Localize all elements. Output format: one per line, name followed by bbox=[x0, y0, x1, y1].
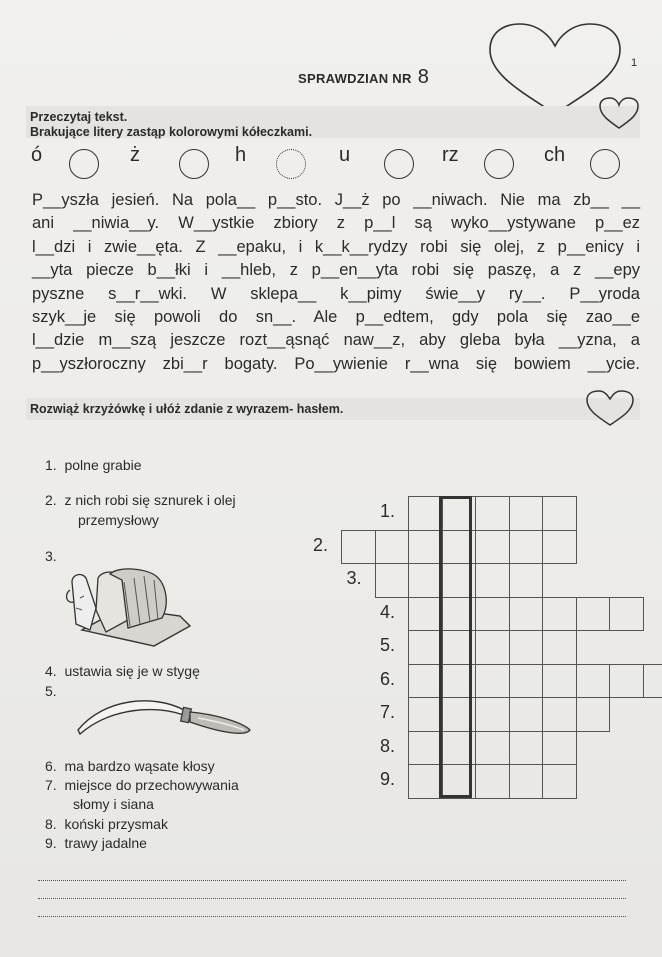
crossword-cell[interactable] bbox=[542, 597, 577, 632]
crossword-answer-column bbox=[439, 496, 472, 798]
color-circle-rz bbox=[484, 149, 514, 179]
text-line: szyk__je się powoli do sn__. Ale p__edtem, gdy pola się zao__e bbox=[32, 307, 640, 326]
color-circle-u bbox=[384, 149, 414, 179]
crossword-number: 9. bbox=[380, 769, 396, 789]
crossword-number: 6. bbox=[380, 668, 396, 689]
crossword-cell[interactable] bbox=[375, 563, 410, 598]
title-text: SPRAWDZIAN NR bbox=[298, 71, 412, 86]
letter-ch: ch bbox=[544, 144, 566, 166]
crossword-number: 1. bbox=[380, 501, 396, 521]
clue-2-cont: przemysłowy bbox=[78, 512, 159, 528]
page-title bbox=[298, 66, 429, 89]
crossword-cell[interactable] bbox=[542, 630, 577, 665]
color-circle-o bbox=[69, 149, 99, 179]
instruction-replace: Brakujące litery zastąp kolorowymi kółeczkami. bbox=[30, 125, 313, 139]
text-line: p__yszłoroczny zbi__r bogaty. Po__ywienie r__wna się bowiem __ycie. bbox=[32, 354, 640, 373]
clue-6: 6. ma bardzo wąsate kłosy bbox=[45, 758, 215, 774]
crossword-cell[interactable] bbox=[475, 530, 510, 565]
crossword-number: 4. bbox=[380, 601, 396, 622]
text-line: P__yszła jesień. Na pola__ p__sto. J__ż po __niwach. Nie ma zb__ __ bbox=[32, 191, 640, 209]
crossword-cell[interactable] bbox=[643, 664, 662, 699]
crossword-cell[interactable] bbox=[509, 530, 544, 565]
bread-icon bbox=[62, 568, 192, 648]
crossword-cell[interactable] bbox=[475, 597, 510, 632]
page-number: 1 bbox=[631, 57, 638, 69]
crossword-cell[interactable] bbox=[542, 697, 577, 732]
crossword-cell[interactable] bbox=[609, 597, 644, 632]
crossword-cell[interactable] bbox=[542, 764, 577, 799]
crossword-cell[interactable] bbox=[475, 731, 510, 766]
text-line: l__dzi i zwie__ęta. Z __epaku, i k__k__rydzy robi się olej, z p__enicy i bbox=[32, 237, 640, 256]
letter-h: h bbox=[235, 144, 247, 166]
crossword-cell[interactable] bbox=[576, 664, 611, 699]
heart-icon bbox=[584, 388, 636, 428]
crossword-cell[interactable] bbox=[408, 664, 443, 699]
crossword-cell[interactable] bbox=[475, 496, 510, 531]
fill-in-text bbox=[32, 189, 640, 376]
clue-4: 4. ustawia się je w stygę bbox=[45, 663, 200, 679]
answer-line[interactable] bbox=[38, 916, 626, 917]
crossword-cell[interactable] bbox=[576, 597, 611, 632]
title-number: 8 bbox=[417, 66, 430, 88]
instruction-read: Przeczytaj tekst. bbox=[30, 110, 128, 124]
text-line: __yta piecze b__łki i __hleb, z p__en__yta robi się paszę, a z __epy bbox=[32, 261, 640, 280]
text-line: l__dzie m__szą jeszcze rozt__ąsnąć naw__z, aby gleba była __yzna, a bbox=[32, 331, 640, 350]
color-circle-ch bbox=[590, 149, 620, 179]
crossword-cell[interactable] bbox=[408, 563, 443, 598]
answer-line[interactable] bbox=[38, 898, 626, 899]
crossword-number: 5. bbox=[380, 635, 396, 655]
crossword-cell[interactable] bbox=[475, 630, 510, 665]
clue-7-cont: słomy i siana bbox=[73, 796, 154, 812]
clue-1: 1. polne grabie bbox=[45, 457, 142, 473]
sickle-icon bbox=[74, 692, 254, 742]
crossword-cell[interactable] bbox=[542, 530, 577, 565]
color-circle-z bbox=[179, 149, 209, 179]
crossword-cell[interactable] bbox=[509, 664, 544, 699]
crossword-cell[interactable] bbox=[375, 530, 410, 565]
crossword-cell[interactable] bbox=[509, 697, 544, 732]
instruction-crossword: Rozwiąż krzyżówkę i ułóż zdanie z wyrazem- hasłem. bbox=[30, 402, 344, 416]
crossword-cell[interactable] bbox=[542, 496, 577, 531]
clue-5: 5. bbox=[45, 683, 57, 699]
crossword-number: 8. bbox=[380, 735, 396, 756]
crossword-cell[interactable] bbox=[408, 630, 443, 665]
clue-8: 8. koński przysmak bbox=[45, 816, 168, 832]
crossword-cell[interactable] bbox=[509, 496, 544, 531]
crossword-cell[interactable] bbox=[509, 597, 544, 632]
crossword-cell[interactable] bbox=[509, 764, 544, 799]
clue-9: 9. trawy jadalne bbox=[45, 835, 147, 851]
crossword-cell[interactable] bbox=[576, 697, 611, 732]
crossword-number: 7. bbox=[380, 702, 396, 722]
crossword-cell[interactable] bbox=[509, 731, 544, 766]
crossword-cell[interactable] bbox=[408, 496, 443, 531]
letter-u: u bbox=[339, 144, 351, 166]
crossword-cell[interactable] bbox=[475, 664, 510, 699]
crossword-cell[interactable] bbox=[542, 731, 577, 766]
crossword-cell[interactable] bbox=[408, 530, 443, 565]
crossword-cell[interactable] bbox=[509, 563, 544, 598]
heart-icon bbox=[597, 95, 641, 131]
crossword-cell[interactable] bbox=[609, 664, 644, 699]
crossword-cell[interactable] bbox=[408, 597, 443, 632]
crossword-number: 2. bbox=[313, 534, 329, 555]
clue-2: 2. z nich robi się sznurek i olej bbox=[45, 492, 236, 508]
crossword-cell[interactable] bbox=[408, 731, 443, 766]
crossword-cell[interactable] bbox=[408, 764, 443, 799]
answer-line[interactable] bbox=[38, 880, 626, 881]
crossword-cell[interactable] bbox=[509, 630, 544, 665]
text-line: pyszne s__r__wki. W sklepa__ k__pimy świe__y ry__. P__yroda bbox=[32, 284, 640, 303]
letter-z: ż bbox=[130, 144, 140, 166]
clue-3: 3. bbox=[45, 548, 57, 564]
crossword-cell[interactable] bbox=[542, 664, 577, 699]
crossword-cell[interactable] bbox=[408, 697, 443, 732]
color-circle-h bbox=[276, 149, 306, 179]
letter-rz: rz bbox=[442, 144, 459, 166]
crossword-cell[interactable] bbox=[341, 530, 376, 565]
crossword-cell[interactable] bbox=[475, 563, 510, 598]
crossword-cell[interactable] bbox=[475, 697, 510, 732]
crossword-number: 3. bbox=[346, 568, 362, 588]
crossword-cell[interactable] bbox=[475, 764, 510, 799]
letter-o: ó bbox=[31, 144, 43, 166]
clue-7: 7. miejsce do przechowywania bbox=[45, 777, 239, 793]
text-line: ani __niwia__y. W__ystkie zbiory z p__l są wyko__ystywane p__ez bbox=[32, 214, 640, 233]
